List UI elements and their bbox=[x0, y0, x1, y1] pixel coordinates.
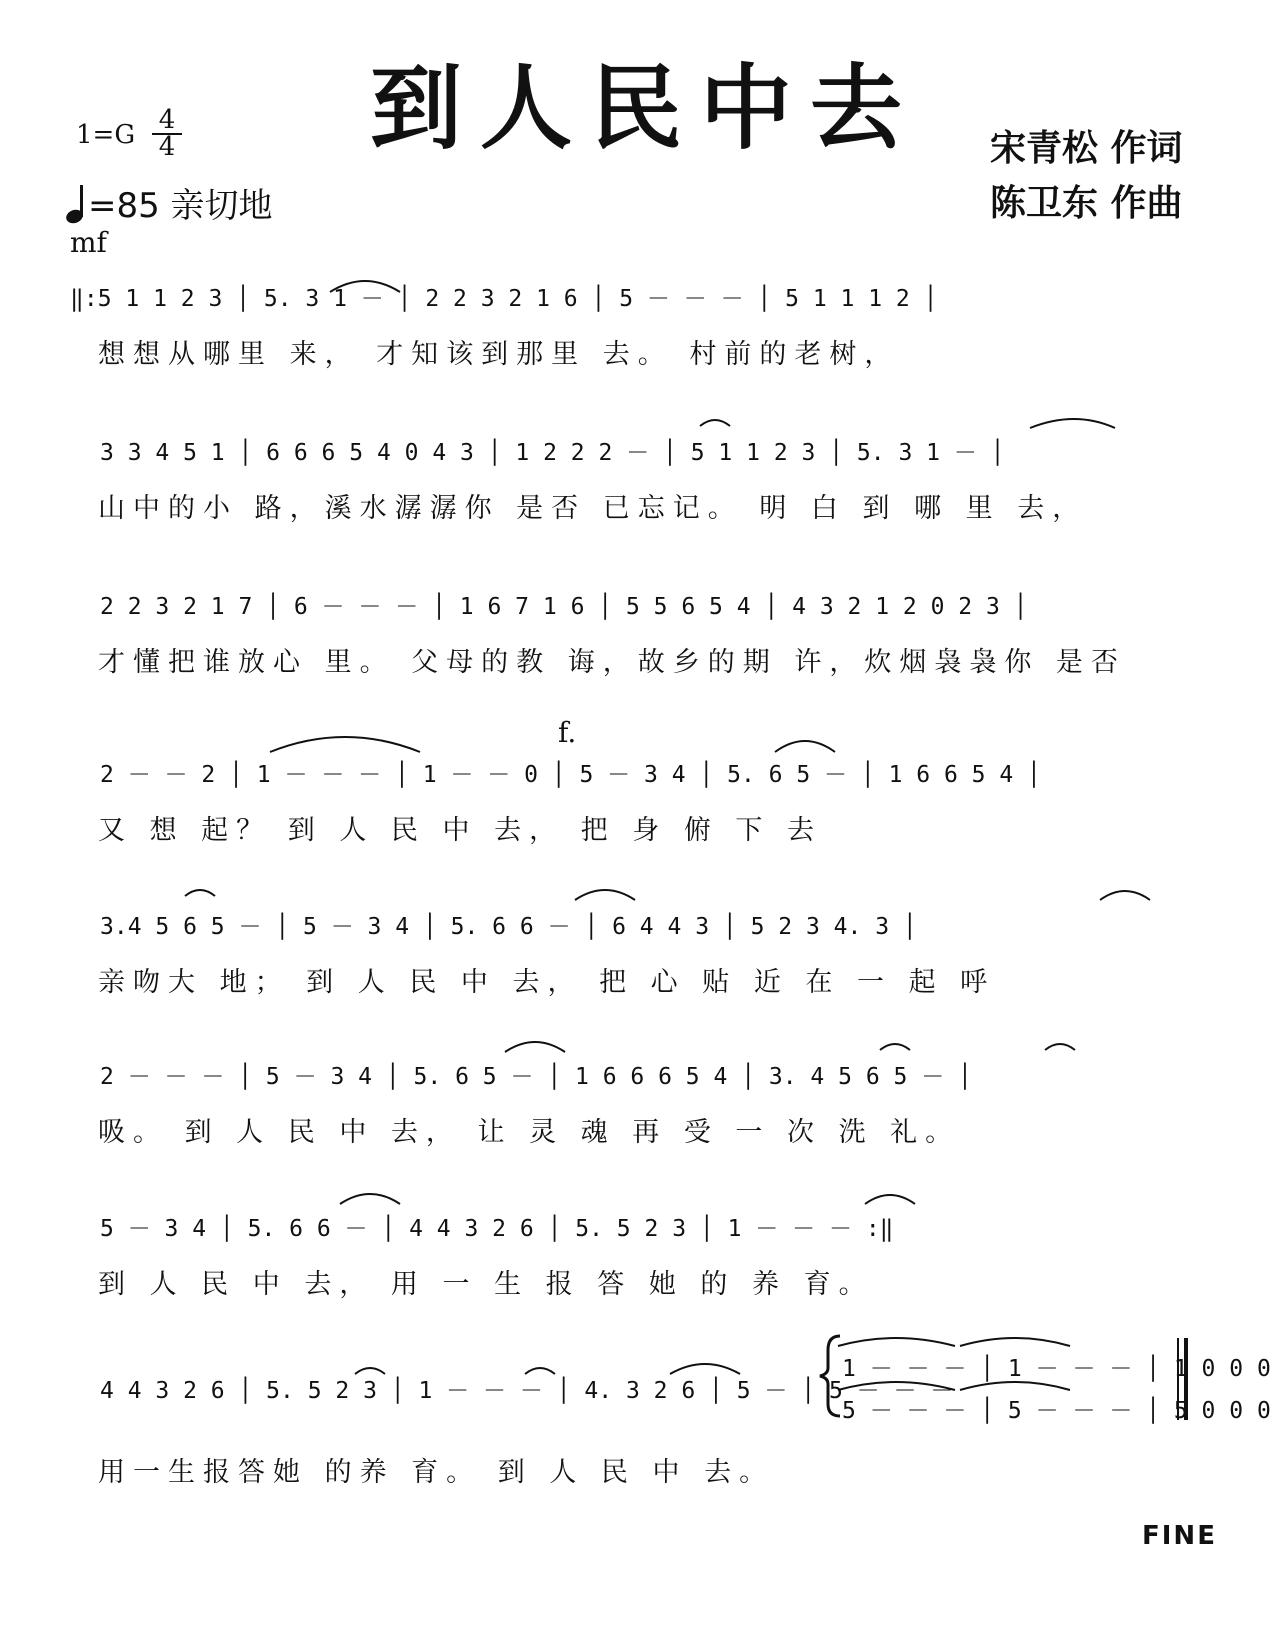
notation-line-4: 2 － － 2 │ 1 － － － │ 1 － － 0 │ 5 － 3 4 │ 5. 6 5 － │ 1 6 6 5 4 │ bbox=[100, 762, 1041, 788]
notation-line-7: 5 － 3 4 │ 5. 6 6 － │ 4 4 3 2 6 │ 5. 5 2 3 │ 1 － － － :‖ bbox=[100, 1216, 894, 1242]
notation-lower-voice: 5 － － － │ 5 － － － │ 5 0 0 0 bbox=[842, 1398, 1271, 1424]
time-signature-top: 4 bbox=[152, 108, 182, 135]
notation-line-6: 2 － － － │ 5 － 3 4 │ 5. 6 5 － │ 1 6 6 6 5 4 │ 3. 4 5 6 5 － │ bbox=[100, 1064, 972, 1090]
tempo-text: =85 亲切地 bbox=[88, 186, 273, 226]
notation-line-8: 4 4 3 2 6 │ 5. 5 2 3 │ 1 － － － │ 4. 3 2 6 │ 5 － │ 5 － － － bbox=[100, 1378, 954, 1404]
score-system-7 bbox=[0, 1182, 1280, 1312]
score-system-1 bbox=[0, 262, 1280, 382]
composer-credit: 陈卫东 作曲 bbox=[990, 183, 1183, 224]
notation-line-5: 3.4 5 6 5 － │ 5 － 3 4 │ 5. 6 6 － │ 6 4 4 3 │ 5 2 3 4. 3 │ bbox=[100, 914, 917, 940]
dynamic-f: f. bbox=[558, 716, 577, 749]
lyrics-line-3: 才懂把谁放心 里。 父母的教 诲，故乡的期 许，炊烟袅袅你 是否 bbox=[98, 647, 1126, 678]
quarter-note-icon bbox=[66, 183, 88, 223]
key-signature: 1=G bbox=[76, 120, 136, 150]
score-system-5 bbox=[0, 878, 1280, 1008]
score-system-4 bbox=[0, 716, 1280, 852]
tempo-marking bbox=[66, 178, 273, 227]
notation-line-2: 3 3 4 5 1 │ 6 6 6 5 4 0 4 3 │ 1 2 2 2 － │ 5 1 1 2 3 │ 5. 3 1 － │ bbox=[100, 440, 1005, 466]
lyrics-line-4: 又 想 起？ 到 人 民 中 去， 把 身 俯 下 去 bbox=[98, 815, 822, 846]
notation-line-3: 2 2 3 2 1 7 │ 6 － － － │ 1 6 7 1 6 │ 5 5 6 5 4 │ 4 3 2 1 2 0 2 3 │ bbox=[100, 594, 1028, 620]
lyrics-line-8: 用一生报答她 的养 育。 到 人 民 中 去。 bbox=[98, 1457, 775, 1488]
score-system-2 bbox=[0, 416, 1280, 536]
lyrics-line-6: 吸。 到 人 民 中 去， 让 灵 魂 再 受 一 次 洗 礼。 bbox=[98, 1117, 961, 1148]
fine-marking: FINE bbox=[1142, 1521, 1217, 1551]
score-system-8 bbox=[0, 1330, 1280, 1510]
notation-upper-voice: 1 － － － │ 1 － － － │ 1 0 0 0 bbox=[842, 1356, 1271, 1382]
lyrics-line-1: 想想从哪里 来， 才知该到那里 去。 村前的老树， bbox=[98, 339, 900, 370]
lyrics-line-7: 到 人 民 中 去， 用 一 生 报 答 她 的 养 育。 bbox=[98, 1269, 874, 1300]
lyrics-line-5: 亲吻大 地； 到 人 民 中 去， 把 心 贴 近 在 一 起 呼 bbox=[98, 967, 996, 998]
time-signature-bottom: 4 bbox=[158, 132, 176, 162]
dynamic-mf: mf bbox=[70, 226, 107, 259]
score-system-3 bbox=[0, 570, 1280, 690]
lyricist-credit: 宋青松 作词 bbox=[990, 128, 1183, 169]
notation-line-1: ‖:5 1 1 2 3 │ 5. 3 1 － │ 2 2 3 2 1 6 │ 5 － － － │ 5 1 1 1 2 │ bbox=[70, 286, 938, 312]
score-system-6 bbox=[0, 1030, 1280, 1160]
song-title: 到人民中去 bbox=[370, 54, 921, 162]
lyrics-line-2: 山中的小 路，溪水潺潺你 是否 已忘记。 明 白 到 哪 里 去， bbox=[98, 493, 1088, 524]
time-signature bbox=[152, 105, 182, 162]
